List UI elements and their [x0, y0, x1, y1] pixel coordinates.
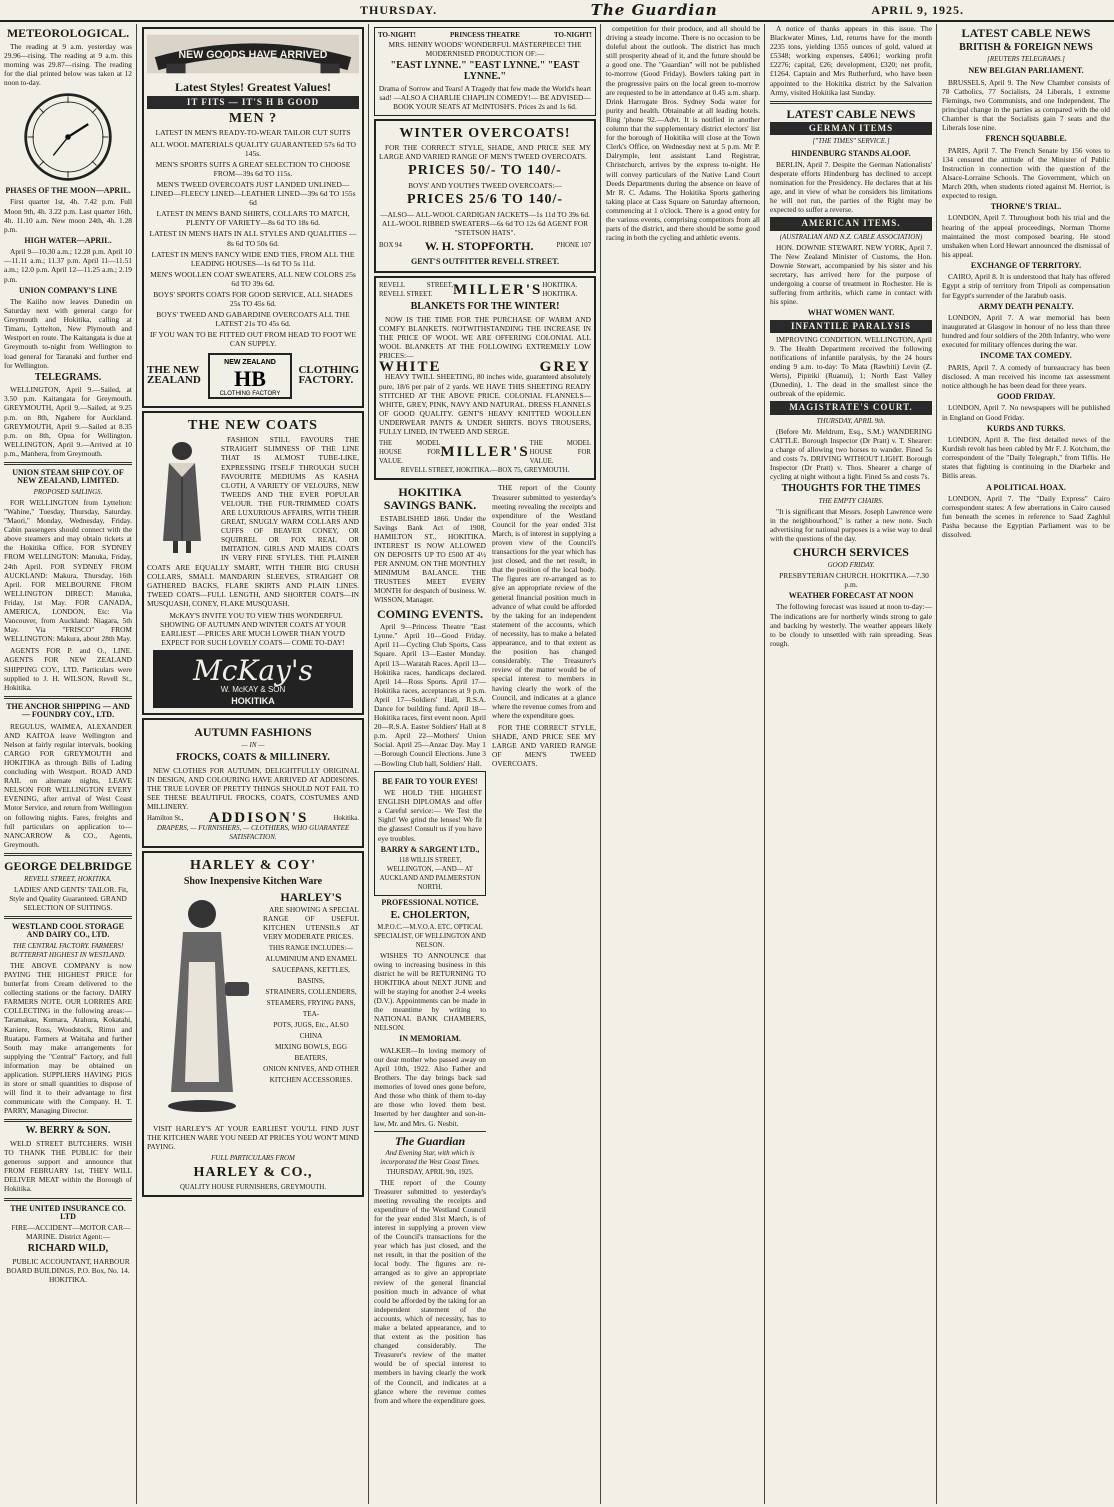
- winter-overcoats-text: FOR THE CORRECT STYLE, SHADE, AND PRICE SEE MY LARGE AND VARIED RANGE OF MEN'S TWEED OVERCOATS.: [379, 143, 591, 162]
- miller-right: HOKITIKA. HOKITIKA.: [542, 282, 578, 299]
- new-coats-footer: McKAY'S INVITE YOU TO VIEW THIS WONDERFUL SHOWING OF AUTUMN AND WINTER COATS AT YOUR EARLIEST —PRICES ARE MUCH LOWER THAN YOU'D EXPECT FOR SUCH LOVELY COATS— COME TO-DAY!: [159, 611, 347, 648]
- latest-cable-news-heading: LATEST CABLE NEWS: [786, 106, 916, 121]
- westland-dairy-heading: WESTLAND COOL STORAGE AND DAIRY CO., LTD.: [12, 921, 124, 940]
- coming-events-heading: COMING EVENTS.: [376, 606, 483, 621]
- men-list: [147, 128, 359, 348]
- grey-label: GREY: [539, 359, 591, 376]
- new-goods-banner-illustration: [147, 34, 359, 74]
- moon-phases-heading: PHASES OF THE MOON—APRIL.: [5, 186, 131, 196]
- cable-assoc-sub: (AUSTRALIAN AND N.Z. CABLE ASSOCIATION): [779, 232, 923, 241]
- column-rule: [136, 24, 137, 1504]
- autumn-text: NEW CLOTHES FOR AUTUMN, DELIGHTFULLY ORIGINAL IN DESIGN, AND COLOURING HAVE ARRIVED AT ADDISONS. THE TRUE LOVER OF PRETTY THINGS SHOULD NOT FAIL TO SEE THESE BEAUTIFUL FROCKS, COATS, COSTUMES AND MILLINERY.: [147, 765, 359, 811]
- mckays-logo: [153, 650, 353, 708]
- men-list-item: LATEST IN MEN'S BAND SHIRTS, COLLARS TO MATCH, PLENTY OF VARIETY—8s 6d TO 18s 6d.: [156, 209, 350, 228]
- harley-co-name: HARLEY & CO.,: [193, 1164, 313, 1180]
- harley-footer: QUALITY HOUSE FURNISHERS, GREYMOUTH.: [179, 1183, 327, 1191]
- harley-intro: ARE SHOWING A SPECIAL RANGE OF USEFUL KITCHEN UTENSILS AT VERY MODERATE PRICES.: [263, 905, 359, 942]
- miller-left: REVELL STREET, REVELL STREET.: [379, 282, 454, 299]
- harley-item: STRAINERS, COLLENDERS,: [265, 987, 357, 996]
- eyes-heading: BE FAIR TO YOUR EYES!: [382, 776, 478, 786]
- in-memoriam-text: WALKER—In loving memory of our dear mother who passed away on April 10th, 1922. Also Father and Brothers. The day brings back sad memories of loved ones gone before, And those who think of them to-day are those who loved them best. Inserted by her daughter and son-in-law, Mr. and Mrs. G. Nesbit.: [374, 1045, 486, 1128]
- leader-article-continued-2: FOR THE CORRECT STYLE, SHADE, AND PRICE SEE MY LARGE AND VARIED RANGE OF MEN'S TWEED OVERCOATS.: [492, 722, 596, 769]
- delbridge-text: LADIES' AND GENTS' TAILOR. Fit, Style and Quality Guaranteed. GRAND SELECTION OF SUITINGS.: [9, 884, 129, 912]
- meteorological-text: The reading at 9 a.m. yesterday was 29.96—rising. The reading at 9 a.m. this morning was 29.87—rising. The reading for the dial printed below was taken at 12 noon to-day.: [4, 41, 132, 87]
- theatre-footer: Drama of Sorrow and Tears! A Tragedy that few made the World's heart sad! —ALSO A CHARLIE CHAPLIN COMEDY!— BE ADVISED—BOOK YOUR SEATS AT McINTOSH'S. Prices 2s and 1s 6d.: [378, 84, 592, 112]
- masthead: [0, 0, 1114, 22]
- belgian-parliament-heading: NEW BELGIAN PARLIAMENT.: [968, 66, 1084, 76]
- hb-tag-banner: IT FITS — IT'S H B GOOD: [147, 96, 359, 109]
- men-list-item: LATEST IN MEN'S READY-TO-WEAR TAILOR CUT SUITS: [155, 128, 351, 138]
- professional-notice-heading: PROFESSIONAL NOTICE.: [381, 898, 479, 908]
- income-tax-comedy-text: PARIS, April 7. A comedy of bureaucracy has been disclosed. A man received his income tax assessment notice although he has been dead for three years.: [942, 362, 1110, 390]
- cable-news-heading: LATEST CABLE NEWS: [961, 26, 1091, 40]
- army-death-penalty-text: LONDON, April 7. A war memorial has been inaugurated at Glasgow in honour of no less than three hundred and four soldiers of the 20th Infantry, who were executed for military offences during the war.: [942, 313, 1110, 350]
- overcoat-prices: PRICES 50/- TO 140/-: [408, 163, 562, 179]
- svg-text:W. McKAY & SON: W. McKAY & SON: [220, 685, 286, 695]
- delbridge-heading: GEORGE DELBRIDGE: [4, 858, 132, 873]
- thoughts-sub: THE EMPTY CHAIRS.: [818, 496, 884, 505]
- blankets-heading: BLANKETS FOR THE WINTER!: [410, 301, 560, 313]
- harley-item: STEAMERS, FRYING PANS, TEA-: [266, 998, 356, 1018]
- richard-wild-heading: RICHARD WILD,: [27, 1243, 109, 1255]
- belgian-parliament-text: BRUSSELS, April 9. The New Chamber consists of 78 Catholics, 77 Socialists, 24 Liberals, 1 extreme Flemings, two Communists, and one Independent. The principal change in the parties as compared with the old Chamber is that the Socialists gain 7 seats and the Liberals lose nine.: [942, 77, 1110, 133]
- times-service-sub: ["THE TIMES" SERVICE.]: [812, 137, 890, 146]
- barometer-dial-icon: [22, 91, 114, 183]
- exchange-territory-text: CAIRO, April 8. It is understood that Italy has offered Egypt a strip of territory from Tripoli as compensation for Egypt's surrender of the Jarabub oasis.: [942, 272, 1110, 300]
- phone-number: PHONE 107: [556, 242, 591, 250]
- masthead-date: APRIL 9, 1925.: [871, 2, 964, 17]
- guardian-date: THURSDAY, APRIL 9th, 1925.: [386, 1169, 474, 1177]
- hb-logo-row: [147, 353, 359, 399]
- harley-heading: HARLEY & COY': [189, 858, 317, 874]
- exchange-territory-heading: EXCHANGE OF TERRITORY.: [970, 260, 1082, 270]
- column-rule: [368, 24, 369, 1504]
- leader-article: THE report of the County Treasurer submitted to yesterday's meeting revealing the receipts and expenditure of the Westland Council for the year ended 31st March, is of interest in supplying a proven view of the Council's transactions for the year which has just closed, and the net result, in that the position of the local body. The figures are re-arranged as to give an appropriate review of the general financial position much in advance of what could be afforded by the taking for an independent statement of the accounts, which of necessity, has to make a belated appearance, and to that extent as the position has changed considerably. The Treasurer's review of the matter would be of special interest to members in having clearly the work of the Council, and indicates at a glance where the revenue comes from and where the expenditure goes.: [374, 1177, 486, 1405]
- guardian-sub: And Evening Star, with which is incorporated the West Coast Times.: [380, 1149, 480, 1167]
- hindenburg-heading: HINDENBURG STANDS ALOOF.: [791, 148, 911, 158]
- guardian-heading: The Guardian: [394, 1133, 466, 1148]
- hb-right-text: CLOTHING FACTORY.: [298, 364, 359, 386]
- berry-son-text: WELD STREET BUTCHERS. WISH TO THANK THE PUBLIC for their generous support and announce that FROM FEBRUARY 1st, THEY WILL DELIVER MEAT within the Borough of Hokitika.: [4, 1138, 132, 1194]
- svg-text:HOKITIKA: HOKITIKA: [231, 696, 275, 707]
- stopforth-name: W. H. STOPFORTH.: [424, 239, 534, 254]
- box-number: BOX 94: [379, 242, 402, 250]
- harley-visit: VISIT HARLEY'S AT YOUR EARLIEST YOU'LL FIND JUST THE KITCHEN WARE YOU NEED AT PRICES YOU WON'T MIND PAYING.: [147, 1123, 359, 1151]
- addisons-tagline: DRAPERS, — FURNISHERS, — CLOTHIERS, WHO GUARANTEE SATISFACTION.: [156, 824, 350, 842]
- moon-phases-text: First quarter 1st, 4h. 7.42 p.m. Full Moon 9th, 4h. 3.22 p.m. Last quarter 16th, 4h. 11.10 a.m. New moon 24th, 4h. 1.28 p.m.: [4, 197, 132, 234]
- autumn-fashions-heading: AUTUMN FASHIONS: [194, 725, 312, 740]
- princess-theatre-ad: [374, 27, 596, 116]
- men-heading: MEN ?: [228, 110, 278, 126]
- local-news-text: competition for their produce, and all should be driving a steady income. There is no occasion to be doleful about the outlook. The district has much still prosperity ahead of it, and the future should be a good one. The "Guardian" will not be published to-morrow (Good Friday). Bowlers taking part in the progressive pairs on the local green to-morrow are requested to be in attendance at 0.45 a.m. sharp. Drink Harrogate Bros. Sydney Soda water for purity and health. Obtainable at all leading hotels. Ring 'phone 92.—Advt. It is notified in another column that the supplementary district electors' list for the borough of Hokitika will close at the Town Clerk's Office, on Wednesday next at 5 p.m. Mr P. Dalrymple, lent assistant Land Registrar, Christchurch, arrives by the express to-night. He will convey particulars of the Native Land Court Deeds Departments during the absence on leave of Mr R. C. Adams. The Hokitika Sports gathering taking place at Cass Square on Saturday afternoon, commencing at 1 o'clock. There is a good entry for the various events, comprising competitors from all parts of the district, and there should be some good racing in both the cycling and athletic events.: [606, 24, 760, 243]
- millers-ad: [374, 276, 596, 480]
- harley-item: SAUCEPANS, KETTLES, BASINS,: [272, 965, 350, 985]
- winter-overcoats-heading: WINTER OVERCOATS!: [399, 125, 571, 141]
- united-insurance-heading: THE UNITED INSURANCE CO. LTD: [10, 1203, 126, 1221]
- boys-overcoats: BOYS' AND YOUTH'S TWEED OVERCOATS:—: [408, 181, 562, 191]
- american-items-text: HON. DOWNIE STEWART. NEW YORK, April 7. The New Zealand Minister of Customs, the Hon. Downie Stewart, accompanied by his sister and his secretary, has arrived here for the purpose of undergoing a course of treatment in Rochester. He is suffering from arthritis, which came in contact with his spine.: [770, 242, 932, 307]
- in-memoriam-heading: IN MEMORIAM.: [399, 1034, 461, 1044]
- magistrates-court-banner: MAGISTRATE'S COURT.: [770, 401, 932, 414]
- telegrams-text: WELLINGTON, April 9.—Sailed, at 3.50 p.m. Kaitangata for Greymouth. GREYMOUTH, April 9.—Sailed, at 9.25 p.m. on 8th, Ngahere for Auckland. GREYMOUTH, April 9.—Sailed at 8.35 p.m. on 8th, Opua for Wellington. WELLINGTON, April 9.—Arrived at 10 p.m., Manhera, from Greymouth.: [4, 385, 132, 458]
- richard-wild-text: PUBLIC ACCOUNTANT, HARBOUR BOARD BUILDINGS, P.O. Box, No. 14. HOKITIKA.: [6, 1256, 130, 1285]
- local-news-text-2: A notice of thanks appears in this issue. The Blackwater Mines, Ltd, returns have for the month 2235 tons, yielding 1355 ounces of gold, valued at £5348; working expenses, £4061; working profit £2276; capital, £26; development, £320; net profit, £1264. Captain and Mrs Rutherfurd, who have been appointed to the Hokitika district by the Salvation Army, visited Hokitika last Sunday.: [770, 24, 932, 97]
- anchor-shipping-heading: THE ANCHOR SHIPPING — AND — FOUNDRY COY., LTD.: [6, 701, 130, 720]
- eyes-text: WE HOLD THE HIGHEST ENGLISH DIPLOMAS and offer a Careful service:— We Test the Sight! We grind the lenses! We fit the glasses! Consult us if you have eye troubles.: [378, 788, 482, 843]
- american-items-banner: AMERICAN ITEMS.: [770, 217, 932, 230]
- harleys-brand: HARLEY'S: [280, 889, 342, 904]
- barry-sargent-ad: [374, 771, 486, 897]
- harley-range: THIS RANGE INCLUDES:—: [268, 945, 354, 953]
- thoughts-text: "It is significant that Messrs. Joseph Lawrence were in the neighbourhood," is rather a new note. Such advertising for national purposes is a wise way to deal with the questions of the day.: [770, 506, 932, 544]
- agents-text: AGENTS FOR P. and O., LINE. AGENTS FOR NEW ZEALAND SHIPPING COY., LTD. Particulars were supplied to J. H. WILSON, Revell St., Hokitika.: [4, 646, 132, 692]
- anchor-shipping-text: REGULUS, WAIMEA, ALEXANDER AND KAITOA leave Wellington and Nelson at fairly regular intervals, booking CARGO FOR GREYMOUTH and HOKITIKA as through Bills of Lading concluding with Westport. ROAD AND RAIL on alternate nights, LEAVE NELSON FOR WELLINGTON EVERY EVENING, after arrival of West Coast Motor Service, and return from Wellington on following nights. Fares, freights and full particulars on application to— NANCARROW & CO., Agents, Greymouth.: [4, 721, 132, 849]
- meteorological-heading: METEOROLOGICAL.: [6, 26, 130, 40]
- stopforth-subheading: GENT'S OUTFITTER REVELL STREET.: [411, 256, 559, 266]
- theatre-text: MRS. HENRY WOODS' WONDERFUL MASTERPIECE! THE MODERNISED PRODUCTION OF:—: [388, 40, 582, 59]
- berry-son-heading: W. BERRY & SON.: [25, 1125, 111, 1137]
- tonight-left: TO-NIGHT!: [378, 31, 416, 39]
- column-rule: [764, 24, 765, 1504]
- weather-forecast-text: The following forecast was issued at noon to-day:—The indications are for northerly winds strong to gale and backing by westerly. The weather appears likely to be cloudy to unsettled with rain spreading. Seas rough.: [770, 602, 932, 648]
- good-friday-heading: GOOD FRIDAY.: [996, 392, 1056, 402]
- new-goods-banner-text: NEW GOODS HAVE ARRIVED: [178, 48, 328, 61]
- reuters-sub: [REUTERS TELEGRAMS.]: [987, 55, 1065, 64]
- hindenburg-text: BERLIN, April 7. Despite the German Nationalists' desperate efforts Hindenburg has declined to accept nomination for the Presidency. He declares that at his age, and in view of what he considers his limitations he will not run, the parties of the Right may be expected to suffer a reverse.: [770, 159, 932, 215]
- political-hoax-text: LONDON, April 7. The "Daily Express" Cairo correspondent states: A few aberrations in Cairo caused fun beneath the scenes in reference to Saad Zaghlul Pasha because the Egyptian Parliament was to be dissolved.: [942, 493, 1110, 540]
- east-lynne-title: "EAST LYNNE." "EAST LYNNE." "EAST LYNNE.": [390, 60, 580, 82]
- millers-footer: REVELL STREET, HOKITIKA.—BOX 75, GREYMOUTH.: [400, 467, 570, 475]
- column-3-split: [374, 483, 596, 1407]
- high-water-heading: HIGH WATER—APRIL.: [24, 235, 112, 245]
- addisons-name-row: Hamilton St., ADDISON'S Hokitika.: [147, 810, 359, 827]
- latest-styles-heading: Latest Styles! Greatest Values!: [174, 80, 332, 95]
- leader-article-continued: THE report of the County Treasurer submitted to yesterday's meeting revealing the receipts and expenditure of the Westland Council for the year ended 31st March, is of interest in supplying a proven view of the Council's transactions for the year which has just closed, and the net result, in that the position of the local body. The figures are re-arranged as to give an appropriate review of the general financial position much in advance of what could be afforded by the taking for an independent statement of the accounts, which of necessity, has to make a belated appearance, and to that extent as the position has changed considerably. The Treasurer's review of the matter would be of special interest to members in having clearly the work of the Council, and indicates at a glance where the revenue comes from and where the expenditure goes.: [492, 483, 596, 720]
- harley-full-particulars: FULL PARTICULARS FROM: [211, 1153, 295, 1162]
- french-squabble-text: PARIS, April 7. The French Senate by 156 votes to 134 censured the attitude of the Minister of Public Instruction in connection with the question of the Alsace-Lorraine Schools. The Government, which on March 20th, when students rioted against M. Herriot, is expected to resign.: [942, 145, 1110, 200]
- good-friday-text: LONDON, April 7. No newspapers will be published in England on Good Friday.: [942, 403, 1110, 422]
- harley-item: ALUMINIUM AND ENAMEL: [265, 954, 357, 963]
- harley-kitchen-ad: [142, 851, 364, 1196]
- kurds-turks-text: LONDON, April 8. The first detailed news of the Kurdish revolt has been cabled by Mr F. J. Kotchum, the correspondent of the "Daily Telegraph," from Tiflis. He states that fighting is continuing in the Diarbekr and Bitlis areas.: [942, 435, 1110, 481]
- svg-text:McKay's: McKay's: [193, 654, 313, 688]
- thornes-trial-heading: THORNE'S TRIAL.: [990, 202, 1062, 212]
- westland-dairy-text: THE ABOVE COMPANY is now PAYING THE HIGHEST PRICE for butterfat from Cream delivered to the collecting stations or the factory. DAIRY FARMERS NOTE. OUR LORRIES ARE COLLECTING in the following areas:—Taramakau, Kumara, Arahura, Kokatahi, Kaniere, Ross, Woodstock, Rimu and Ruatapu. Farmers at Waitaha and further South may make arrangements for supplying the "Central" Factory, and full information may be obtained on application. SUPPLIERS HAVING PIGS in store or small quantities to dispose of will find it to their advantage to first communicate with the Company. H. T. PARRY, Managing Director.: [4, 960, 132, 1116]
- stopforth-ad: [374, 119, 596, 274]
- column-3: [370, 24, 600, 1504]
- magistrates-court-text: (Before Mr. Meldrum, Esq., S.M.) WANDERING CATTLE. Borough Inspector (Dr Pratt) v. T. Shearer: a charge of allowing two horses to wander. Fined 5s and costs 7s. DRIVING WITHOUT LIGHT. Borough Inspector (Dr Pratt) v. Thos. Shearer a charge of cycling at night without a light. Fined 5s and costs 7s.: [770, 426, 932, 482]
- new-coats-text: FASHION STILL FAVOURS THE STRAIGHT SLIMNESS OF THE LINE THAT IS ALMOST TUBE-LIKE, EXPRESSING ITSELF THROUGH SUCH FAVOURITE MEDIUMS AS KASHA CLOTH, A VARIETY OF VELOURS, NEW TWEEDS AND THE EVER POPULAR VELOUR. THE FUR-TRIMMED COATS ARE LUXURIOUS AFFAIRS, WITH THEIR GREAT, SNUGLY WARM COLLARS AND CUFFS OF BEAVER CONEY, OR SQUIRREL OR FOX REAL OR IMITATION. GIRLS AND MAIDS COATS IN VERY FINE STYLES. THE PLAINER COATS ARE EQUALLY SMART, WITH THEIR BIG CRUSH COLLARS, SMALL MANDARIN SLEEVES, STRAIGHT OR GATHERED BACKS, FLARE SKIRTS AND PLAIN LINES. TWEED COATS—FULL LENGTH, AND SHORTER COATS—IN MUSQUASH, CONEY, FLAKE MUSQUASH.: [147, 435, 359, 608]
- harley-item: ONION KNIVES, AND OTHER: [263, 1064, 359, 1073]
- thornes-trial-text: LONDON, April 7. Throughout both his trial and the hearing of the appeal proceedings, Norman Thorne maintained the most composed bearing. He stood unshaken when Lord Hewart announced the dismissal of his appeal.: [942, 213, 1110, 259]
- thoughts-heading: THOUGHTS FOR THE TIMES: [781, 483, 921, 495]
- column-3-right: [492, 483, 596, 1407]
- coming-events-text: April 9—Princess Theatre "East Lynne." April 10—Good Friday. April 11—Cycling Club Sports, Cass Square. April 13—Easter Monday. April 13—Waratah Races. April 13—Hokitika races, handicaps declared. April 14—Ross Sports. April 17—Hokitika races, acceptances at 9 p.m. April 17—Soldiers' Hall, R.S.A. Dance for building fund. April 18—Hokitika races, first event noon. April 20—R.S.A. Easter Soldiers' Hall at 8 p.m. April 22—Mothers' Union Social. April 25—Anzac Day. May 1—Borough Council Elections. June 3—Bowling Club hall, Soldiers' Hall.: [374, 622, 486, 768]
- millers-name-2: MILLER'S: [440, 444, 530, 461]
- proposed-sailings-subheading: PROPOSED SAILINGS.: [33, 487, 103, 496]
- autumn-in: — IN —: [241, 740, 265, 749]
- high-water-text: April 9—10.30 a.m.; 12.28 p.m. April 10—11.11 a.m.; 11.37 p.m. April 11—11.51 a.m.; 12.0 p.m. April 12—11.25 a.m.; 2.19 p.m.: [4, 247, 132, 284]
- infantile-paralysis-text: IMPROVING CONDITION. WELLINGTON, April 9. The Health Department received the following notifications of infantile paralysis, by the 24 hours ending 9 a.m. to-day: To Mata (Rawhiti) Levin (Z. Werts), Pipiriki (Ruanui), 1; North East Valley (Dunedin), 1. The dead in the smallest since the outbreak of the epidemic.: [770, 334, 932, 399]
- political-hoax-heading: A POLITICAL HOAX.: [986, 482, 1066, 492]
- men-list-item: LATEST IN MEN'S FANCY WIDE END TIES, FROM ALL THE LEADING HOUSES—1s 6d TO 5s 11d.: [151, 249, 355, 268]
- model-house-right: THE MODEL HOUSE FOR VALUE.: [529, 440, 591, 466]
- what-women-want-heading: WHAT WOMEN WANT.: [807, 308, 895, 318]
- mckays-coats-ad: [142, 411, 364, 716]
- french-squabble-heading: FRENCH SQUABBLE.: [985, 134, 1067, 144]
- svg-text:CLOTHING FACTORY: CLOTHING FACTORY: [219, 390, 281, 397]
- union-line-heading: UNION COMPANY'S LINE: [18, 285, 118, 295]
- cholerton-sub: M.P.O.C.—M.V.O.A. ETC. OPTICAL SPECIALIST, OF WELLINGTON AND NELSON.: [374, 924, 486, 950]
- column-1: [0, 24, 136, 1504]
- kurds-turks-heading: KURDS AND TURKS.: [986, 423, 1066, 433]
- cholerton-name: E. CHOLERTON,: [390, 909, 470, 921]
- harley-item: MIXING BOWLS, EGG BEATERS,: [274, 1042, 348, 1062]
- masthead-day: THURSDAY.: [360, 2, 438, 17]
- addisons-ad: [142, 718, 364, 848]
- telegrams-heading: TELEGRAMS.: [34, 371, 102, 383]
- german-items-banner: GERMAN ITEMS: [770, 122, 932, 135]
- millers-text: NOW IS THE TIME FOR THE PURCHASE OF WARM AND COMFY BLANKETS. NOTWITHSTANDING THE INCREASE IN THE PRICE OF WOOL WE ARE OFFERING COLONIAL ALL WOOL BLANKETS AT THE FOLLOWING EXTREMELY LOW PRICES:—: [379, 314, 591, 361]
- column-2: [138, 24, 368, 1504]
- theatre-name: PRINCESS THEATRE: [450, 31, 520, 39]
- church-services-heading: CHURCH SERVICES: [793, 545, 909, 560]
- army-death-penalty-heading: ARMY DEATH PENALTY.: [978, 301, 1074, 311]
- british-foreign-heading: BRITISH & FOREIGN NEWS: [959, 41, 1093, 53]
- svg-text:HB: HB: [233, 365, 266, 391]
- magistrates-court-date: THURSDAY, APRIL 9th.: [816, 416, 886, 425]
- harley-item: KITCHEN ACCESSORIES.: [269, 1075, 353, 1084]
- infantile-paralysis-banner: INFANTILE PARALYSIS: [770, 320, 932, 333]
- model-house-left: THE MODEL HOUSE FOR VALUE.: [379, 440, 441, 466]
- millers-text-2: HEAVY TWILL SHEETING, 80 inches wide, guaranteed absolutely pure, 18/6 per pair of 2 yards. WE HAVE THIS SHEETING READY STITCHED AT THE ABOVE PRICE. COLONIAL FLANNELS—WHITE, GREY, PINK, NAVY AND NATURAL. DRESS FLANNELS OF GOOD QUALITY. GENT'S HEAVY KNITTED WOOLLEN UNDERWEAR PANTS & UNDER SHIRTS. BOYS TROUSERS, FULLY LINED, IN TWEED AND SERGE.: [379, 372, 591, 436]
- column-5: [766, 24, 936, 1504]
- men-list-item: MEN'S TWEED OVERCOATS JUST LANDED UNLINED—LINED—FLEECY LINED—LEATHER LINED—39s 6d TO 155s 6d: [150, 179, 356, 208]
- cardigans-text: —ALSO— ALL-WOOL CARDIGAN JACKETS—1s 11d TO 39s 6d. ALL-WOOL RIBBED SWEATERS—6s 6d TO 12s 6d AGENT FOR "STETSON HATS".: [380, 209, 590, 238]
- white-label: WHITE: [379, 359, 442, 376]
- church-services-text: PRESBYTERIAN CHURCH. HOKITIKA.—7.30 p.m.: [779, 570, 929, 589]
- savings-bank-text: ESTABLISHED 1866. Under the Savings Bank Act of 1908, HAMILTON ST., HOKITIKA. INTEREST IS NOW ALLOWED ON DEPOSITS UP TO £500 AT 4½ PER ANNUM. ON THE MONTHLY MINIMUM BALANCE. THE TRUSTEES MEET EVERY MONTH for despatch of business. W. WISSON, Manager.: [374, 513, 486, 605]
- union-steam-ship-heading: UNION STEAM SHIP COY. OF NEW ZEALAND, LIMITED.: [12, 467, 124, 486]
- delbridge-address: REVELL STREET, HOKITIKA.: [24, 874, 112, 883]
- boys-overcoat-prices: PRICES 25/6 TO 140/-: [406, 192, 563, 208]
- column-4: [602, 24, 764, 1504]
- kitchen-maid-illustration: [147, 892, 257, 1122]
- new-coats-heading: THE NEW COATS: [188, 417, 318, 433]
- masthead-paper-name: The Guardian: [590, 1, 718, 19]
- men-list-item: LATEST IN MEN'S HATS IN ALL STYLES AND QUALITIES —8s 6d TO 50s 6d.: [149, 229, 357, 248]
- westland-dairy-subheading: THE CENTRAL FACTORY. FARMERS! BUTTERFAT HIGHEST IN WESTLAND.: [10, 941, 126, 959]
- sailings-text: FOR WELLINGTON from Lyttelton: "Wahine," Tuesday, Thursday, Saturday. "Maori," Monday, Wednesday, Friday. Cabin passengers should connect with the above steamers and may obtain tickets at the Hokitika Office. FOR SYDNEY FROM WELLINGTON: Manuka, Friday, 24th April. FOR SYDNEY FROM AUCKLAND: Makura, Thursday, 16th April. FOR MELBOURNE FROM WELLINGTON DIRECT: Manuka, Friday, 1st May. FOR CANADA, AMERICA, LONDON, Etc: Via Vancouver, from Auckland: Niagara, 5th May. Via "FRISCO" FROM WELLINGTON: Makura, about 28th May.: [4, 497, 132, 644]
- cholerton-text: WISHES TO ANNOUNCE that owing to increasing business in this district he will be RETURNING TO HOKITIKA about NEXT JUNE and will be staying for another 2-4 weeks (D.V.). Appointments can be made in the meantime by writing to NATIONAL BANK CHAMBERS, NELSON.: [374, 950, 486, 1033]
- column-rule: [936, 24, 937, 1504]
- weather-forecast-heading: WEATHER FORECAST AT NOON: [788, 591, 914, 601]
- harley-subheading: Show Inexpensive Kitchen Ware: [183, 876, 323, 887]
- frocks-heading: FROCKS, COATS & MILLINERY.: [176, 752, 330, 764]
- hb-logo-icon: [208, 353, 292, 399]
- barry-sargent-name: BARRY & SARGENT LTD.,: [380, 844, 480, 854]
- barry-sargent-address: 118 WILLIS STREET, WELLINGTON, —AND— AT AUCKLAND AND PALMERSTON NORTH.: [379, 857, 481, 892]
- income-tax-comedy-heading: INCOME TAX COMEDY.: [980, 351, 1072, 361]
- men-list-item: ALL WOOL MATERIALS QUALITY GUARANTEED 57s 6d TO 145s.: [149, 139, 357, 158]
- men-list-item: MEN'S WOOLLEN COAT SWEATERS, ALL NEW COLORS 25s 6d TO 39s 6d.: [150, 269, 356, 288]
- harley-item: POTS, JUGS, Etc., ALSO CHINA: [273, 1020, 349, 1040]
- men-list-item: BOYS' SPORTS COATS FOR GOOD SERVICE, ALL SHADES 25s TO 45s 6d.: [153, 289, 353, 309]
- men-list-item: IF YOU WAN TO BE FITTED OUT FROM HEAD TO FOOT WE CAN SUPPLY.: [150, 330, 356, 349]
- hb-clothing-ad: [142, 27, 364, 408]
- tonight-right: TO-NIGHT!: [554, 31, 592, 39]
- column-3-left: [374, 483, 486, 1407]
- millers-name: MILLER'S: [453, 281, 543, 298]
- column-6: [938, 24, 1114, 1504]
- hb-left-text: THE NEW ZEALAND: [147, 364, 201, 386]
- svg-text:NEW ZEALAND: NEW ZEALAND: [223, 358, 276, 366]
- union-line-text: The Kaiiho now leaves Dunedin on Saturday next with general cargo for Greymouth and Hokitika, calling at Timaru, Lyttelton, New Plymouth and Westport en route. The Kaitangata is due at Greymouth to-night from Wellington to load general for Taranaki and further end for Wellington.: [4, 296, 132, 370]
- united-insurance-text: FIRE—ACCIDENT—MOTOR CAR—MARINE. District Agent:—: [11, 1223, 131, 1242]
- men-list-item: BOYS' TWEED AND GABARDINE OVERCOATS ALL THE LATEST 21s TO 45s 6d.: [156, 310, 350, 329]
- church-services-sub: GOOD FRIDAY.: [827, 560, 875, 569]
- lady-in-coat-illustration: [147, 437, 217, 557]
- column-rule: [600, 24, 601, 1504]
- savings-bank-heading: HOKITIKA SAVINGS BANK.: [383, 485, 477, 513]
- men-list-item: MEN'S SPORTS SUITS A GREAT SELECTION TO CHOOSE FROM—39s 6d TO 115s.: [155, 159, 351, 178]
